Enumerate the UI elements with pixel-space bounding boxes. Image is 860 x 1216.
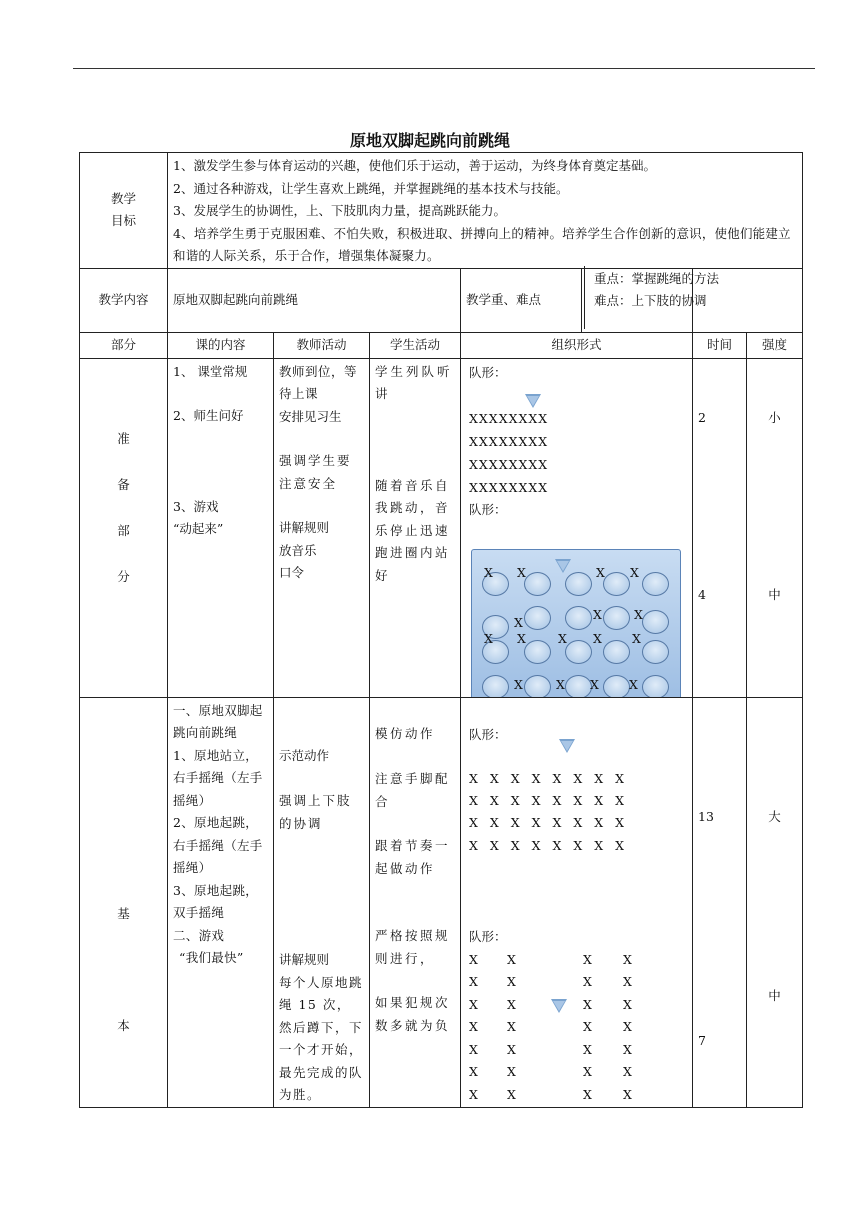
basic-part-label (80, 697, 168, 1107)
hoop-icon (603, 606, 630, 630)
prep-formation (461, 358, 693, 697)
prep-time (693, 358, 747, 697)
formation-label: 队形： (469, 928, 507, 944)
basic-content-item: 一、原地双脚起跳向前跳绳 (173, 702, 263, 740)
header-rule (73, 68, 815, 69)
objectives-row (80, 153, 803, 269)
basic-content-item: 1、原地站立，右手摇绳（左手摇绳） (173, 747, 263, 808)
relay-student-mark: X (583, 951, 592, 967)
prep-teacher-item: 口令 (279, 565, 305, 580)
prep-intensity-2: 中 (768, 587, 781, 602)
prep-teacher-item: 强调学生要注意安全 (279, 453, 352, 491)
basic-student-item: 跟着节奏一起做动作 (375, 838, 451, 876)
content-label: 教学内容 (80, 268, 168, 332)
prep-part-char: 分 (117, 568, 130, 584)
hoop-icon (603, 640, 630, 664)
content-value: 原地双脚起跳向前跳绳 (168, 268, 461, 332)
hoop-icon (642, 640, 669, 664)
prep-part-char: 备 (117, 476, 130, 492)
teacher-marker-icon (551, 998, 567, 1021)
prep-teacher-item: 安排见习生 (279, 408, 342, 424)
objectives-label (80, 153, 168, 269)
prep-part-char: 准 (117, 430, 130, 446)
relay-student-mark: X (507, 1064, 516, 1079)
hoop-icon (565, 675, 592, 698)
basic-student-item: 严格按照规则进行， (375, 928, 451, 966)
prep-content-item: 3、游戏 (173, 498, 219, 514)
basic-content-item: “我们最快” (179, 950, 244, 965)
objectives-label-line1: 教学 (110, 190, 136, 206)
formation-label: 队形： (469, 364, 507, 380)
header-student: 学生活动 (370, 332, 461, 358)
basic-student (370, 697, 461, 1107)
prep-student-item: 学生列队听讲 (375, 363, 453, 401)
basic-content-item: 二、游戏 (173, 927, 225, 943)
prep-intensity (747, 358, 803, 697)
hoop-icon (603, 675, 630, 698)
relay-student-mark: X (583, 1086, 592, 1102)
objective-item: 3、发展学生的协调性，上、下肢肌肉力量，提高跳跃能力。 (173, 203, 506, 218)
formation-row: XXXXXXXX (469, 433, 549, 449)
relay-student-mark: X (507, 996, 516, 1012)
relay-student-mark: X (583, 996, 592, 1012)
hoop-icon (642, 572, 669, 596)
objective-item: 2、通过各种游戏，让学生喜欢上跳绳，并掌握跳绳的基本技术与技能。 (173, 180, 569, 196)
basic-student-item: 注意手脚配合 (375, 771, 451, 809)
relay-student-mark: X (469, 1064, 478, 1079)
prep-content-item: “动起来” (173, 521, 224, 536)
objective-item: 4、培养学生勇于克服困难、不怕失败，积极进取、拼搏向上的精神。培养学生合作创新的意识，使他们能建立和谐的人际关系，乐于合作，增强集体凝聚力。 (173, 225, 791, 263)
relay-student-mark: X (583, 974, 592, 989)
basic-content-item: 2、原地起跳，右手摇绳（左手摇绳） (173, 815, 263, 875)
hoop-icon (642, 675, 669, 698)
formation-row: X X X X X X X X (469, 814, 626, 830)
relay-student-mark: X (507, 1086, 516, 1102)
prep-content (168, 358, 274, 697)
basic-formation (461, 697, 693, 1107)
header-formation: 组织形式 (461, 332, 693, 358)
header-intensity: 强度 (747, 332, 803, 358)
hoop-icon (524, 572, 551, 596)
formation-row: X X X X X X X X (469, 770, 626, 786)
formation-row: XXXXXXXX (469, 479, 549, 495)
column-header-row (80, 332, 803, 358)
relay-student-mark: X (469, 951, 478, 967)
hoop-formation-diagram: X X X X X X X X X X X X X X X X (471, 549, 681, 698)
relay-student-mark: X (583, 1019, 592, 1034)
basic-part-char: 基 (117, 905, 130, 921)
basic-teacher-item: 讲解规则 (279, 952, 330, 967)
basic-time-1: 13 (698, 808, 714, 824)
header-teacher: 教师活动 (274, 332, 370, 358)
objectives-label-line2: 目标 (110, 213, 136, 229)
prep-content-item: 2、师生问好 (173, 408, 244, 423)
relay-student-mark: X (507, 1019, 516, 1034)
formation-row: X X X X X X X X (469, 792, 626, 808)
key-points (584, 266, 802, 329)
relay-student-mark: X (583, 1064, 592, 1079)
key-label: 教学重、难点 (461, 269, 582, 332)
page-title: 原地双脚起跳向前跳绳 (349, 131, 510, 150)
relay-student-mark: X (583, 1041, 592, 1057)
relay-student-mark: X (623, 974, 632, 989)
key-point-text: 重点：掌握跳绳的方法 (594, 271, 720, 286)
relay-student-mark: X (623, 1041, 632, 1057)
header-part: 部分 (80, 332, 168, 358)
basic-content (168, 697, 274, 1107)
prep-section-row (80, 358, 803, 697)
basic-intensity-1: 大 (768, 808, 781, 824)
prep-content-item: 1、 课堂常规 (173, 363, 248, 379)
hoop-icon (524, 675, 551, 698)
basic-teacher-item: 示范动作 (279, 747, 330, 763)
basic-content-item: 3、原地起跳，双手摇绳 (173, 882, 259, 920)
basic-teacher-item: 每个人原地跳绳 15 次，然后蹲下，下一个才开始，最先完成的队为胜。 (279, 974, 364, 1102)
basic-student-item: 如果犯规次数多就为负 (375, 995, 451, 1033)
relay-student-mark: X (507, 974, 516, 989)
basic-part-char: 本 (117, 1018, 130, 1033)
formation-label: 队形： (469, 726, 507, 742)
relay-student-mark: X (623, 1086, 632, 1102)
hoop-icon (603, 572, 630, 596)
basic-intensity-2: 中 (768, 988, 781, 1003)
basic-teacher (274, 697, 370, 1107)
teacher-marker-icon (555, 558, 571, 581)
prep-intensity-1: 小 (768, 409, 781, 425)
prep-student (370, 358, 461, 697)
basic-student-item: 模仿动作 (375, 725, 436, 741)
prep-time-2: 4 (698, 587, 706, 602)
prep-teacher-item: 放音乐 (279, 542, 317, 558)
hoop-icon (524, 640, 551, 664)
hoop-icon (482, 675, 509, 698)
prep-part-label (80, 358, 168, 697)
basic-time-2: 7 (698, 1033, 706, 1048)
hoop-icon (565, 606, 592, 630)
teacher-marker-icon (559, 738, 575, 761)
basic-time (693, 697, 747, 1107)
relay-student-mark: X (469, 996, 478, 1012)
relay-student-mark: X (469, 1019, 478, 1034)
prep-teacher-item: 讲解规则 (279, 520, 330, 535)
relay-student-mark: X (469, 1041, 478, 1057)
prep-part-char: 部 (117, 522, 130, 538)
relay-student-mark: X (507, 951, 516, 967)
formation-row: XXXXXXXX (469, 456, 549, 472)
objectives-list (168, 153, 803, 269)
hoop-icon (565, 640, 592, 664)
relay-student-mark: X (469, 974, 478, 989)
objective-item: 1、激发学生参与体育运动的兴趣，使他们乐于运动，善于运动，为终身体育奠定基础。 (173, 158, 656, 173)
prep-teacher-item: 教师到位，等待上课 (279, 363, 358, 401)
relay-student-mark: X (623, 951, 632, 967)
relay-student-mark: X (507, 1041, 516, 1057)
formation-row: XXXXXXXX (469, 410, 549, 426)
prep-time-1: 2 (698, 409, 706, 425)
formation-row: X X X X X X X X (469, 837, 626, 853)
prep-teacher (274, 358, 370, 697)
basic-intensity (747, 697, 803, 1107)
relay-student-mark: X (623, 1019, 632, 1034)
prep-student-item: 随着音乐自我跳动，音乐停止迅速跑进圈内站好 (375, 477, 451, 583)
basic-teacher-item: 强调上下肢的协调 (279, 793, 352, 831)
relay-student-mark: X (623, 996, 632, 1012)
formation-label: 队形： (469, 501, 507, 517)
difficulty-text: 难点：上下肢的协调 (594, 293, 707, 308)
relay-student-mark: X (469, 1086, 478, 1102)
header-content: 课的内容 (168, 332, 274, 358)
header-time: 时间 (693, 332, 747, 358)
basic-section-row (80, 697, 803, 1107)
hoop-icon (524, 606, 551, 630)
relay-student-mark: X (623, 1064, 632, 1079)
hoop-icon (642, 610, 669, 634)
